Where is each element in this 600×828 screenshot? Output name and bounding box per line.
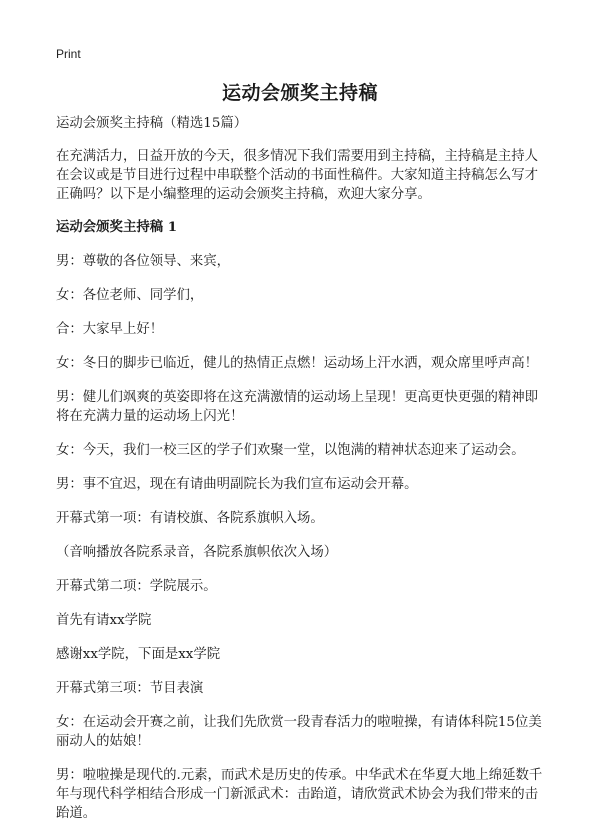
page-title: 运动会颁奖主持稿 [221,82,378,104]
script-line: 开幕式第三项：节目表演 [56,681,204,696]
script-line: （音响播放各院系录音，各院系旗帜依次入场） [56,545,338,560]
script-line: 男：健儿们飒爽的英姿即将在这充满激情的运动场上呈现！更高更快更强的精神即将在充满力量的运动场上闪光！ [56,390,539,424]
script-line: 感谢xx学院，下面是xx学院 [56,647,221,662]
script-line: 合：大家早上好！ [56,322,164,337]
script-line: 开幕式第二项：学院展示。 [56,579,217,594]
script-line: 男：啦啦操是现代的.元素，而武术是历史的传承。中华武术在华夏大地上绵延数千年与现代科学相结合形成一门新派武术：击跆道，请欣赏武术协会为我们带来的击跆道。 [56,768,543,821]
section-heading: 运动会颁奖主持稿 1 [56,219,178,235]
script-line: 开幕式第一项：有请校旗、各院系旗帜入场。 [56,511,324,526]
document-subtitle: 运动会颁奖主持稿（精选15篇） [56,116,248,131]
script-line: 男：尊敬的各位领导、来宾， [56,254,231,269]
script-line: 女：各位老师、同学们， [56,288,204,303]
script-line: 女：冬日的脚步已临近，健儿的热情正点燃！运动场上汗水洒，观众席里呼声高！ [56,356,539,371]
intro-paragraph: 在充满活力，日益开放的今天，很多情况下我们需要用到主持稿，主持稿是主持人在会议或是节目进行过程中串联整个活动的书面性稿件。大家知道主持稿怎么写才正确吗？以下是小编整理的运动会颁奖主持稿，欢迎大家分享。 [56,149,539,202]
print-link[interactable]: Print [56,47,81,61]
script-line: 女：今天，我们一校三区的学子们欢聚一堂，以饱满的精神状态迎来了运动会。 [56,443,525,458]
script-line: 女：在运动会开赛之前，让我们先欣赏一段青春活力的啦啦操，有请体科院15位美丽动人的姑娘！ [56,715,542,749]
script-line: 男：事不宜迟，现在有请曲明副院长为我们宣布运动会开幕。 [56,477,418,492]
script-line: 首先有请xx学院 [56,613,152,628]
